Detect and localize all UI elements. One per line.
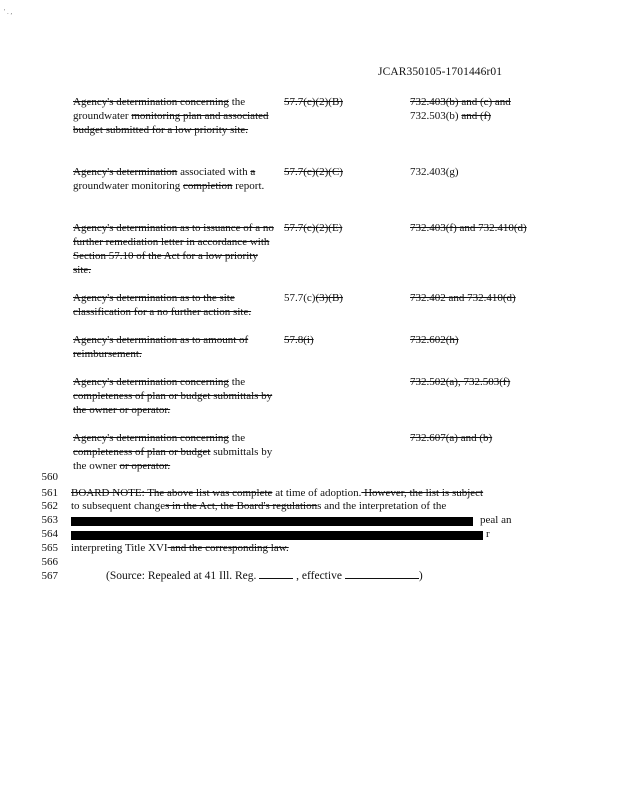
line-number: 567	[41, 570, 58, 582]
determination-cell	[73, 291, 278, 319]
struck-text: 57.7(c)(2)(C)	[284, 166, 343, 178]
struck-text: completion	[182, 180, 233, 192]
line-number: 561	[41, 487, 58, 499]
line-number: 564	[41, 528, 58, 540]
text-run: the	[228, 376, 246, 388]
text-run: 732.503(b)	[410, 110, 462, 122]
struck-text: Agency's determination as to issuance of a no further remediation letter in accordance with Section 57.10 of the Act for a low priority site.	[73, 222, 274, 276]
scan-mark: ' . ,	[4, 8, 13, 16]
rule-section-cell	[410, 165, 560, 179]
struck-text: 57.7(c)(2)(E)	[284, 222, 343, 234]
board-note-line-3-tail: peal an	[480, 514, 512, 526]
rule-section-cell	[410, 221, 560, 235]
struck-text: 732.402 and 732.410(d)	[410, 292, 516, 304]
act-section-cell	[284, 165, 394, 179]
text-run: the groundwater	[73, 96, 246, 122]
act-section-cell	[284, 291, 394, 305]
rule-section-cell	[410, 333, 560, 347]
struck-text: and the corresponding law.	[167, 542, 289, 554]
text-run: to subsequent change	[71, 500, 166, 512]
line-number: 560	[41, 471, 58, 483]
board-note-line-5	[71, 541, 536, 555]
struck-text: s in the Act, the Board's regulation	[165, 500, 318, 512]
struck-text: 57.7(c)(2)(B)	[284, 96, 343, 108]
struck-text: or operator.	[119, 460, 171, 472]
rule-section-cell	[410, 375, 560, 389]
text-run: 57.7(c)	[284, 292, 316, 304]
struck-text: Agency's determination concerning	[73, 96, 229, 108]
act-section-cell	[284, 333, 394, 347]
act-section-cell	[284, 221, 394, 235]
struck-text: 732.607(a) and (b)	[410, 432, 493, 444]
struck-text: a	[250, 166, 256, 178]
source-suffix: )	[418, 570, 423, 582]
source-prefix: (Source: Repealed at 41 Ill. Reg.	[106, 570, 257, 582]
register-page-blank	[259, 578, 293, 579]
struck-text: 732.403(b) and (c) and	[410, 96, 511, 108]
struck-text: 732.403(f) and 732.410(d)	[410, 222, 527, 234]
struck-text: Agency's determination as to the site classification for a no further action site.	[73, 292, 252, 318]
struck-text: Agency's determination concerning	[73, 432, 229, 444]
redaction-bar	[71, 531, 483, 540]
line-number: 566	[41, 556, 58, 568]
text-run: submittals by the owner	[73, 446, 273, 472]
text-run: the	[228, 432, 246, 444]
determination-cell	[73, 165, 278, 193]
struck-text: Agency's determination	[73, 166, 178, 178]
board-note-line-1	[71, 486, 536, 500]
act-section-cell	[284, 95, 394, 109]
text-run: 732.403(g)	[410, 166, 459, 178]
determination-cell	[73, 431, 278, 473]
redaction-bar	[71, 517, 473, 526]
text-run: s and the interpretation of the	[317, 500, 447, 512]
rule-section-cell	[410, 431, 560, 445]
struck-text: monitoring plan and associated budget submitted for a low priority site.	[73, 110, 269, 136]
struck-text: 732.502(a), 732.503(f)	[410, 376, 511, 388]
source-note	[106, 569, 423, 583]
rule-section-cell	[410, 291, 560, 305]
struck-text: 732.602(h)	[410, 334, 459, 346]
text-run: interpreting Title XVI	[71, 542, 168, 554]
determination-cell	[73, 221, 278, 277]
struck-text: BOARD NOTE: The above list was complete	[71, 487, 273, 499]
board-note-line-4-tail: r	[486, 528, 490, 540]
line-number: 563	[41, 514, 58, 526]
rule-section-cell	[410, 95, 560, 123]
text-run: report.	[232, 180, 265, 192]
struck-text: 57.8(i)	[284, 334, 314, 346]
struck-text: Agency's determination as to amount of reimbursement.	[73, 334, 249, 360]
determination-cell	[73, 375, 278, 417]
determination-cell	[73, 95, 278, 137]
struck-text: Agency's determination concerning	[73, 376, 229, 388]
struck-text: However, the list is subject	[361, 487, 484, 499]
effective-date-blank	[345, 578, 419, 579]
line-number: 565	[41, 542, 58, 554]
document-id: JCAR350105-1701446r01	[378, 66, 503, 78]
determination-cell	[73, 333, 278, 361]
line-number: 562	[41, 500, 58, 512]
text-run: associated with	[177, 166, 251, 178]
struck-text: completeness of plan or budget	[73, 446, 211, 458]
text-run: at time of adoption.	[272, 487, 362, 499]
text-run: groundwater monitoring	[73, 180, 183, 192]
struck-text: and (f)	[461, 110, 491, 122]
struck-text: (3)(B)	[315, 292, 343, 304]
source-effective: , effective	[296, 570, 342, 582]
struck-text: completeness of plan or budget submittals by the owner or operator.	[73, 390, 273, 416]
board-note-line-2	[71, 499, 536, 513]
